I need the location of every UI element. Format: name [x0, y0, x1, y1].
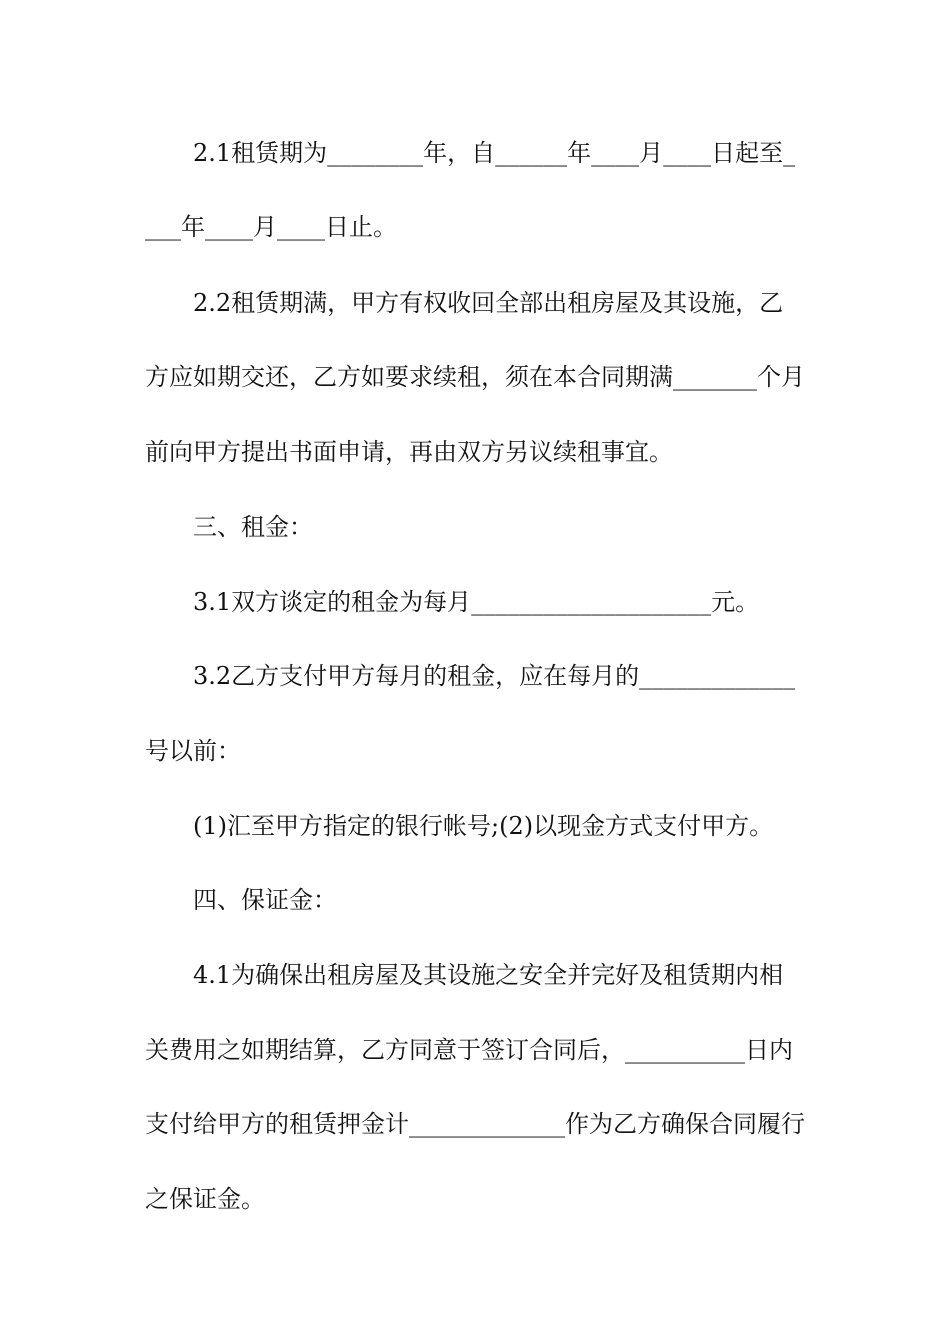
paragraph-2-1-line-2 — [0, 207, 950, 247]
paragraph-3-1 — [0, 582, 950, 622]
paragraph-4-1-line-2 — [0, 1030, 950, 1070]
paragraph-3-2-line-1 — [0, 656, 950, 696]
text-line: 方应如期交还，乙方如要求续租，须在本合同期满_______个月 — [145, 363, 805, 391]
text-line: 2.1租赁期为________年，自______年____月____日起至_ — [193, 139, 796, 167]
section-heading-rent — [0, 507, 950, 547]
paragraph-4-1-line-4 — [0, 1179, 950, 1219]
text-line: ___年____月____日止。 — [145, 213, 397, 241]
text-line: 支付给甲方的租赁押金计_____________作为乙方确保合同履行 — [145, 1110, 805, 1138]
paragraph-2-1-line-1 — [0, 133, 950, 173]
text-line: 3.1双方谈定的租金为每月____________________元。 — [193, 588, 760, 616]
paragraph-4-1-line-3 — [0, 1104, 950, 1144]
section-heading: 四、保证金： — [193, 886, 337, 914]
text-line: 4.1为确保出租房屋及其设施之安全并完好及租赁期内相 — [193, 961, 784, 989]
text-line: 号以前： — [145, 737, 241, 765]
paragraph-2-2-line-3 — [0, 432, 950, 472]
text-line: (1)汇至甲方指定的银行帐号;(2)以现金方式支付甲方。 — [193, 812, 774, 840]
text-line: 关费用之如期结算，乙方同意于签订合同后，__________日内 — [145, 1036, 793, 1064]
paragraph-2-2-line-2 — [0, 357, 950, 397]
paragraph-4-1-line-1 — [0, 955, 950, 995]
paragraph-3-2-line-2 — [0, 731, 950, 771]
section-heading: 三、租金： — [193, 513, 313, 541]
section-heading-deposit — [0, 880, 950, 920]
text-line: 之保证金。 — [145, 1185, 265, 1213]
text-line: 3.2乙方支付甲方每月的租金，应在每月的_____________ — [193, 662, 796, 690]
payment-methods — [0, 806, 950, 846]
text-line: 前向甲方提出书面申请，再由双方另议续租事宜。 — [145, 438, 673, 466]
paragraph-2-2-line-1 — [0, 283, 950, 323]
text-line: 2.2租赁期满，甲方有权收回全部出租房屋及其设施，乙 — [193, 289, 784, 317]
